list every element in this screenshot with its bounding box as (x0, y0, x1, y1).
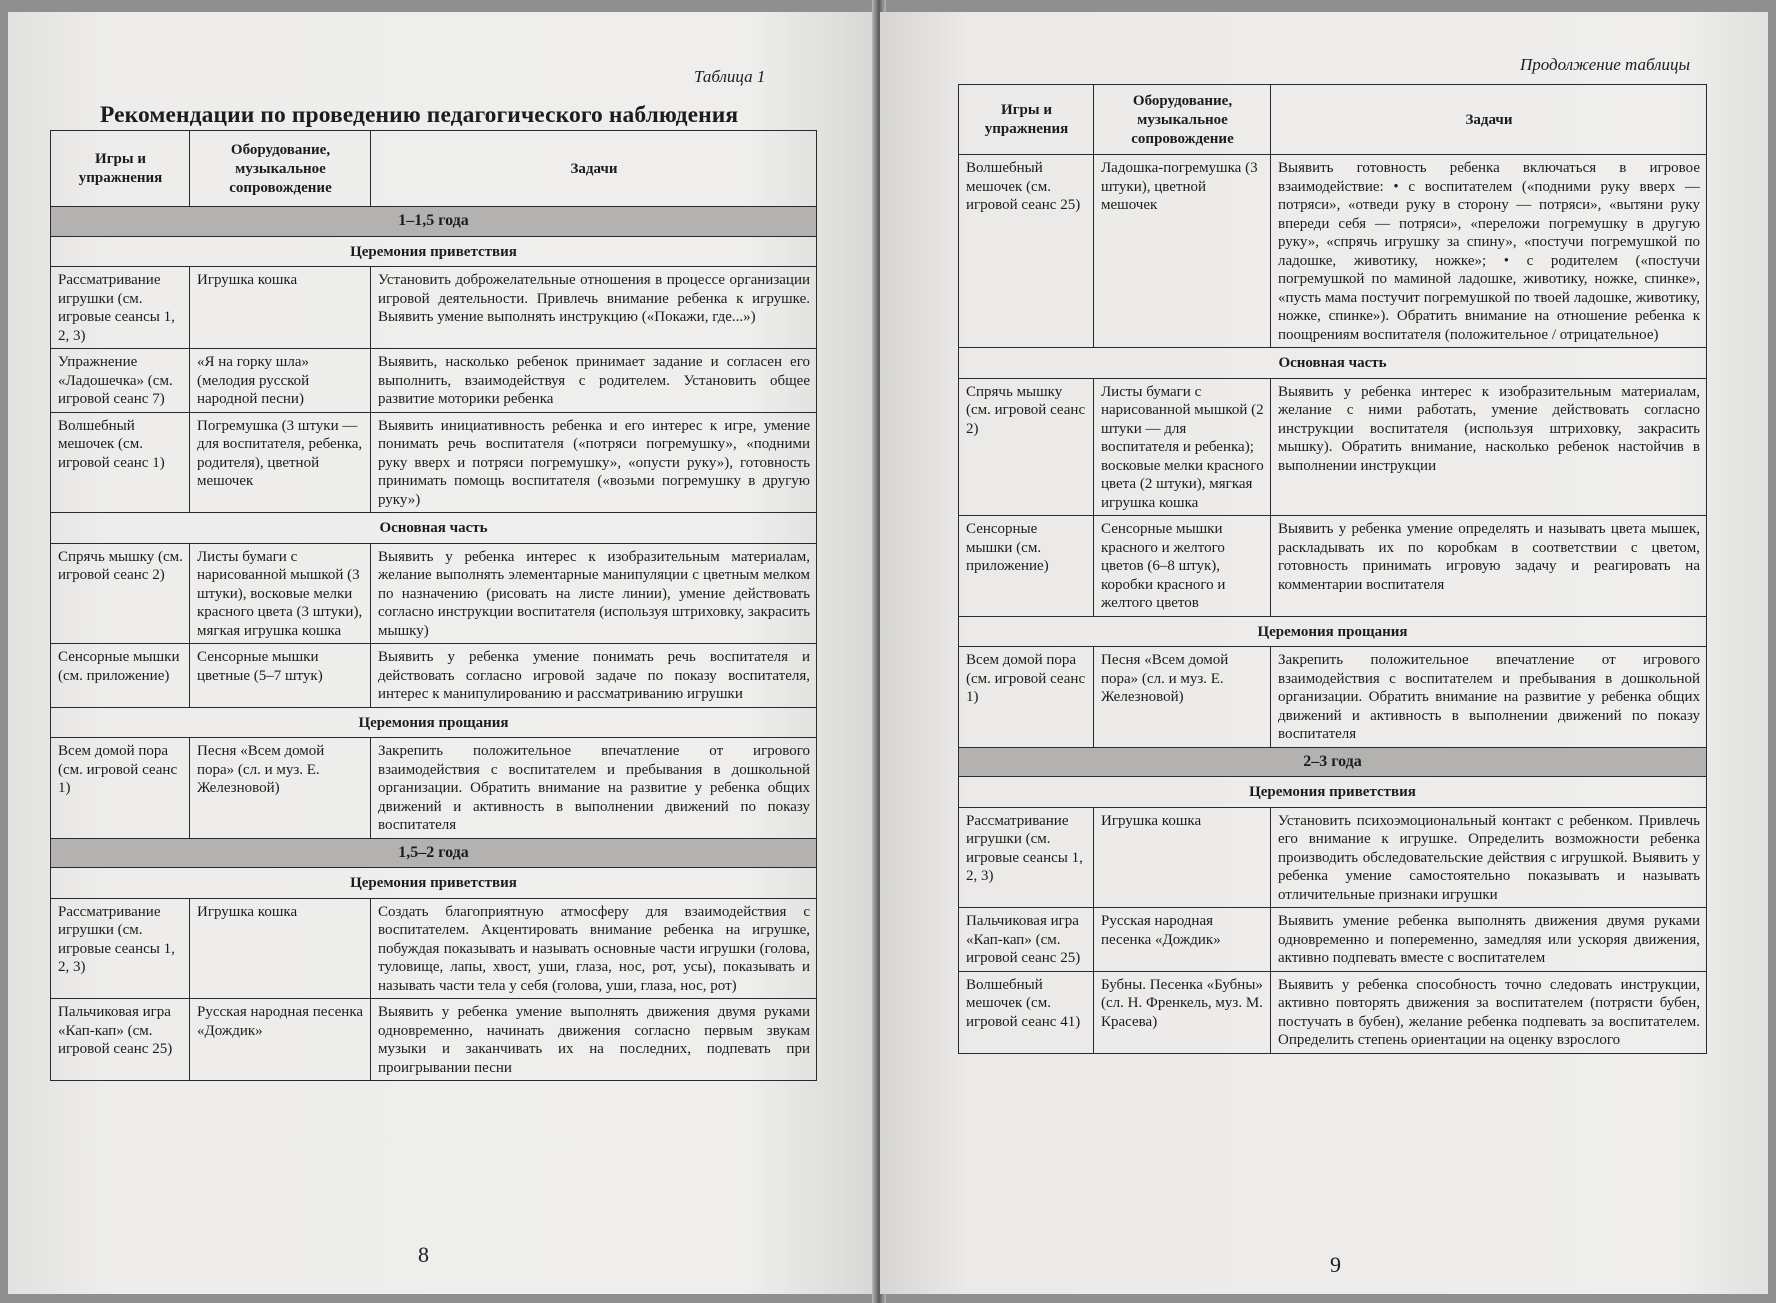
cell-game: Рассматривание игрушки (см. игровые сеансы 1, 2, 3) (51, 898, 190, 999)
cell-tasks: Выявить готовность ребенка включаться в игровое взаимодействие: • с воспитателем («подними руку вверх — потряси», «отведи руку в сторону — потряси», «вытяни руку впереди себя — потряси», «переложи погремушку в другую руку», «спрячь игрушку за спину», «постучи погремушкой по ладошке, животику, ножке»; • с родителем («постучи погремушкой по маминой ладошке, животику, ножке, спинке», «пусть мама постучит погремушкой по твоей ладошке, животику, ножке, спинке»). Обратить внимание на отношение ребенка к поощрениям воспитателя (положительное / отрицательное) (1271, 155, 1707, 348)
header-equipment: Оборудование, музыкальное сопровождение (190, 131, 371, 207)
cell-equipment: Игрушка кошка (1094, 807, 1271, 908)
section-row (959, 616, 1707, 647)
age-group-row (51, 838, 817, 868)
table-row (959, 971, 1707, 1053)
cell-equipment: Погремушка (3 штуки — для воспитателя, ребенка, родителя), цветной мешочек (190, 412, 371, 513)
cell-tasks: Закрепить положительное впечатление от игрового взаимодействия с воспитателем и пребывания в дошкольной организации. Обратить внимание на развитие у ребенка общих движений и активность в выполнении движений по показу воспитателя (1271, 647, 1707, 748)
page-title: Рекомендации по проведению педагогического наблюдения (100, 102, 739, 128)
cell-equipment: Листы бумаги с нарисованной мышкой (3 штуки), восковые мелки красного цвета (3 штуки), мягкая игрушка кошка (190, 543, 371, 644)
cell-game: Волшебный мешочек (см. игровой сеанс 1) (51, 412, 190, 513)
table-header-row (959, 85, 1707, 155)
section-row (51, 236, 817, 267)
age-group-label: 1–1,5 года (51, 207, 817, 237)
age-group-label: 1,5–2 года (51, 838, 817, 868)
cell-game: Сенсорные мышки (см. приложение) (51, 644, 190, 708)
cell-tasks: Выявить инициативность ребенка и его интерес к игре, умение понимать речь воспитателя («потряси погремушку», «подними руку вверх и потряси погремушку», «опусти руку»), готовность принимать помощь воспитателя («возьми погремушку в другую руку») (371, 412, 817, 513)
section-label: Церемония прощания (959, 616, 1707, 647)
section-label: Церемония приветствия (959, 777, 1707, 808)
observation-table (50, 130, 817, 1081)
section-row (51, 513, 817, 544)
cell-game: Всем домой пора (см. игровой сеанс 1) (51, 738, 190, 839)
header-tasks: Задачи (1271, 85, 1707, 155)
cell-tasks: Установить доброжелательные отношения в процессе организации игровой деятельности. Привлечь внимание ребенка к игрушке. Выявить умение выполнять инструкцию («Покажи, где...») (371, 267, 817, 349)
page-number: 9 (1330, 1252, 1341, 1277)
cell-equipment: Листы бумаги с нарисованной мышкой (2 штуки — для воспитателя и ребенка); восковые мелки красного цвета (2 штуки), мягкая игрушка кошка (1094, 378, 1271, 516)
section-label: Основная часть (51, 513, 817, 544)
cell-equipment: Песня «Всем домой пора» (сл. и муз. Е. Железновой) (190, 738, 371, 839)
table-row (51, 349, 817, 413)
section-label: Основная часть (959, 348, 1707, 379)
cell-game: Всем домой пора (см. игровой сеанс 1) (959, 647, 1094, 748)
table-row (959, 807, 1707, 908)
cell-tasks: Выявить у ребенка интерес к изобразительным материалам, желание с ними работать, умение действовать согласно инструкции воспитателя (используя штриховку, закрасить мышку). Обратить внимание, насколько ребенок настойчив в выполнении инструкции (1271, 378, 1707, 516)
table-row (959, 647, 1707, 748)
table-header-row (51, 131, 817, 207)
header-games: Игры и упражнения (51, 131, 190, 207)
page-number: 8 (418, 1242, 429, 1267)
table-row (959, 155, 1707, 348)
cell-equipment: Русская народная песенка «Дождик» (190, 999, 371, 1081)
cell-tasks: Выявить у ребенка способность точно следовать инструкции, активно повторять движения за воспитателем (потрясти бубен, постучать в бубен), желание ребенка подпевать за воспитателем. Определить степень ориентации на оценку взрослого (1271, 971, 1707, 1053)
cell-game: Сенсорные мышки (см. приложение) (959, 516, 1094, 617)
cell-tasks: Установить психоэмоциональный контакт с ребенком. Привлечь его внимание к игрушке. Определить возможности ребенка производить обследовательские действия с игрушкой. Выявить у ребенка умение самостоятельно показывать и называть отличительные признаки игрушки (1271, 807, 1707, 908)
section-row (959, 777, 1707, 808)
cell-equipment: Игрушка кошка (190, 267, 371, 349)
cell-game: Рассматривание игрушки (см. игровые сеансы 1, 2, 3) (959, 807, 1094, 908)
cell-tasks: Выявить, насколько ребенок принимает задание и согласен его выполнить, взаимодействуя с родителем. Установить общее развитие моторики ребенка (371, 349, 817, 413)
age-group-label: 2–3 года (959, 747, 1707, 777)
observation-table-continued (958, 84, 1707, 1054)
cell-game: Пальчиковая игра «Кап-кап» (см. игровой сеанс 25) (51, 999, 190, 1081)
cell-game: Пальчиковая игра «Кап-кап» (см. игровой сеанс 25) (959, 908, 1094, 972)
table-row (959, 516, 1707, 617)
cell-equipment: «Я на горку шла» (мелодия русской народной песни) (190, 349, 371, 413)
cell-equipment: Бубны. Песенка «Бубны» (сл. Н. Френкель, муз. М. Красева) (1094, 971, 1271, 1053)
table-row (959, 378, 1707, 516)
section-label: Церемония прощания (51, 707, 817, 738)
section-row (959, 348, 1707, 379)
header-tasks: Задачи (371, 131, 817, 207)
cell-game: Волшебный мешочек (см. игровой сеанс 41) (959, 971, 1094, 1053)
cell-equipment: Русская народная песенка «Дождик» (1094, 908, 1271, 972)
table-row (51, 999, 817, 1081)
cell-tasks: Закрепить положительное впечатление от игрового взаимодействия с воспитателем и пребывания в дошкольной организации. Обратить внимание на развитие у ребенка общих движений и активность в выполнении движений по показу воспитателя (371, 738, 817, 839)
table-row (959, 908, 1707, 972)
cell-tasks: Выявить у ребенка умение понимать речь воспитателя и действовать согласно игровой задаче по показу воспитателя, интерес к манипулированию и рассматриванию игрушки (371, 644, 817, 708)
cell-game: Волшебный мешочек (см. игровой сеанс 25) (959, 155, 1094, 348)
table-label: Продолжение таблицы (1520, 55, 1691, 74)
cell-equipment: Сенсорные мышки красного и желтого цветов (6–8 штук), коробки красного и желтого цветов (1094, 516, 1271, 617)
cell-tasks: Выявить у ребенка умение выполнять движения двумя руками одновременно, начинать движения согласно первым звукам музыки и заканчивать их на последних, подпевать при проигрывании песни (371, 999, 817, 1081)
cell-tasks: Создать благоприятную атмосферу для взаимодействия с воспитателем. Акцентировать внимание ребенка на игрушке, побуждая показывать и называть основные части игрушки (голова, туловище, лапы, хвост, уши, глаза, нос, рот, усы), показывать и называть части тела у себя (голова, уши, глаза, нос, рот) (371, 898, 817, 999)
section-row (51, 868, 817, 899)
cell-equipment: Сенсорные мышки цветные (5–7 штук) (190, 644, 371, 708)
table-row (51, 267, 817, 349)
cell-tasks: Выявить у ребенка интерес к изобразительным материалам, желание выполнять элементарные манипуляции с цветным мелком по назначению (рисовать на листе линии), умение действовать согласно инструкции воспитателя (используя штриховку, закрасить мышку) (371, 543, 817, 644)
cell-equipment: Игрушка кошка (190, 898, 371, 999)
table-row (51, 543, 817, 644)
age-group-row (959, 747, 1707, 777)
table-row (51, 738, 817, 839)
cell-equipment: Песня «Всем домой пора» (сл. и муз. Е. Железновой) (1094, 647, 1271, 748)
section-row (51, 707, 817, 738)
table-row (51, 644, 817, 708)
age-group-row (51, 207, 817, 237)
section-label: Церемония приветствия (51, 868, 817, 899)
left-page (8, 12, 878, 1294)
header-games: Игры и упражнения (959, 85, 1094, 155)
table-row (51, 898, 817, 999)
table-row (51, 412, 817, 513)
cell-game: Спрячь мышку (см. игровой сеанс 2) (51, 543, 190, 644)
cell-game: Спрячь мышку (см. игровой сеанс 2) (959, 378, 1094, 516)
table-label: Таблица 1 (694, 67, 766, 86)
cell-tasks: Выявить умение ребенка выполнять движения двумя руками одновременно и попеременно, замедляя или ускоряя движения, активно подпевать вместе с воспитателем (1271, 908, 1707, 972)
cell-game: Рассматривание игрушки (см. игровые сеансы 1, 2, 3) (51, 267, 190, 349)
header-equipment: Оборудование, музыкальное сопровождение (1094, 85, 1271, 155)
cell-game: Упражнение «Ладошечка» (см. игровой сеанс 7) (51, 349, 190, 413)
cell-tasks: Выявить у ребенка умение определять и называть цвета мышек, раскладывать их по коробкам в соответствии с цветом, готовность принимать игровую задачу и реагировать на комментарии воспитателя (1271, 516, 1707, 617)
cell-equipment: Ладошка-погремушка (3 штуки), цветной мешочек (1094, 155, 1271, 348)
right-page (880, 12, 1768, 1294)
section-label: Церемония приветствия (51, 236, 817, 267)
